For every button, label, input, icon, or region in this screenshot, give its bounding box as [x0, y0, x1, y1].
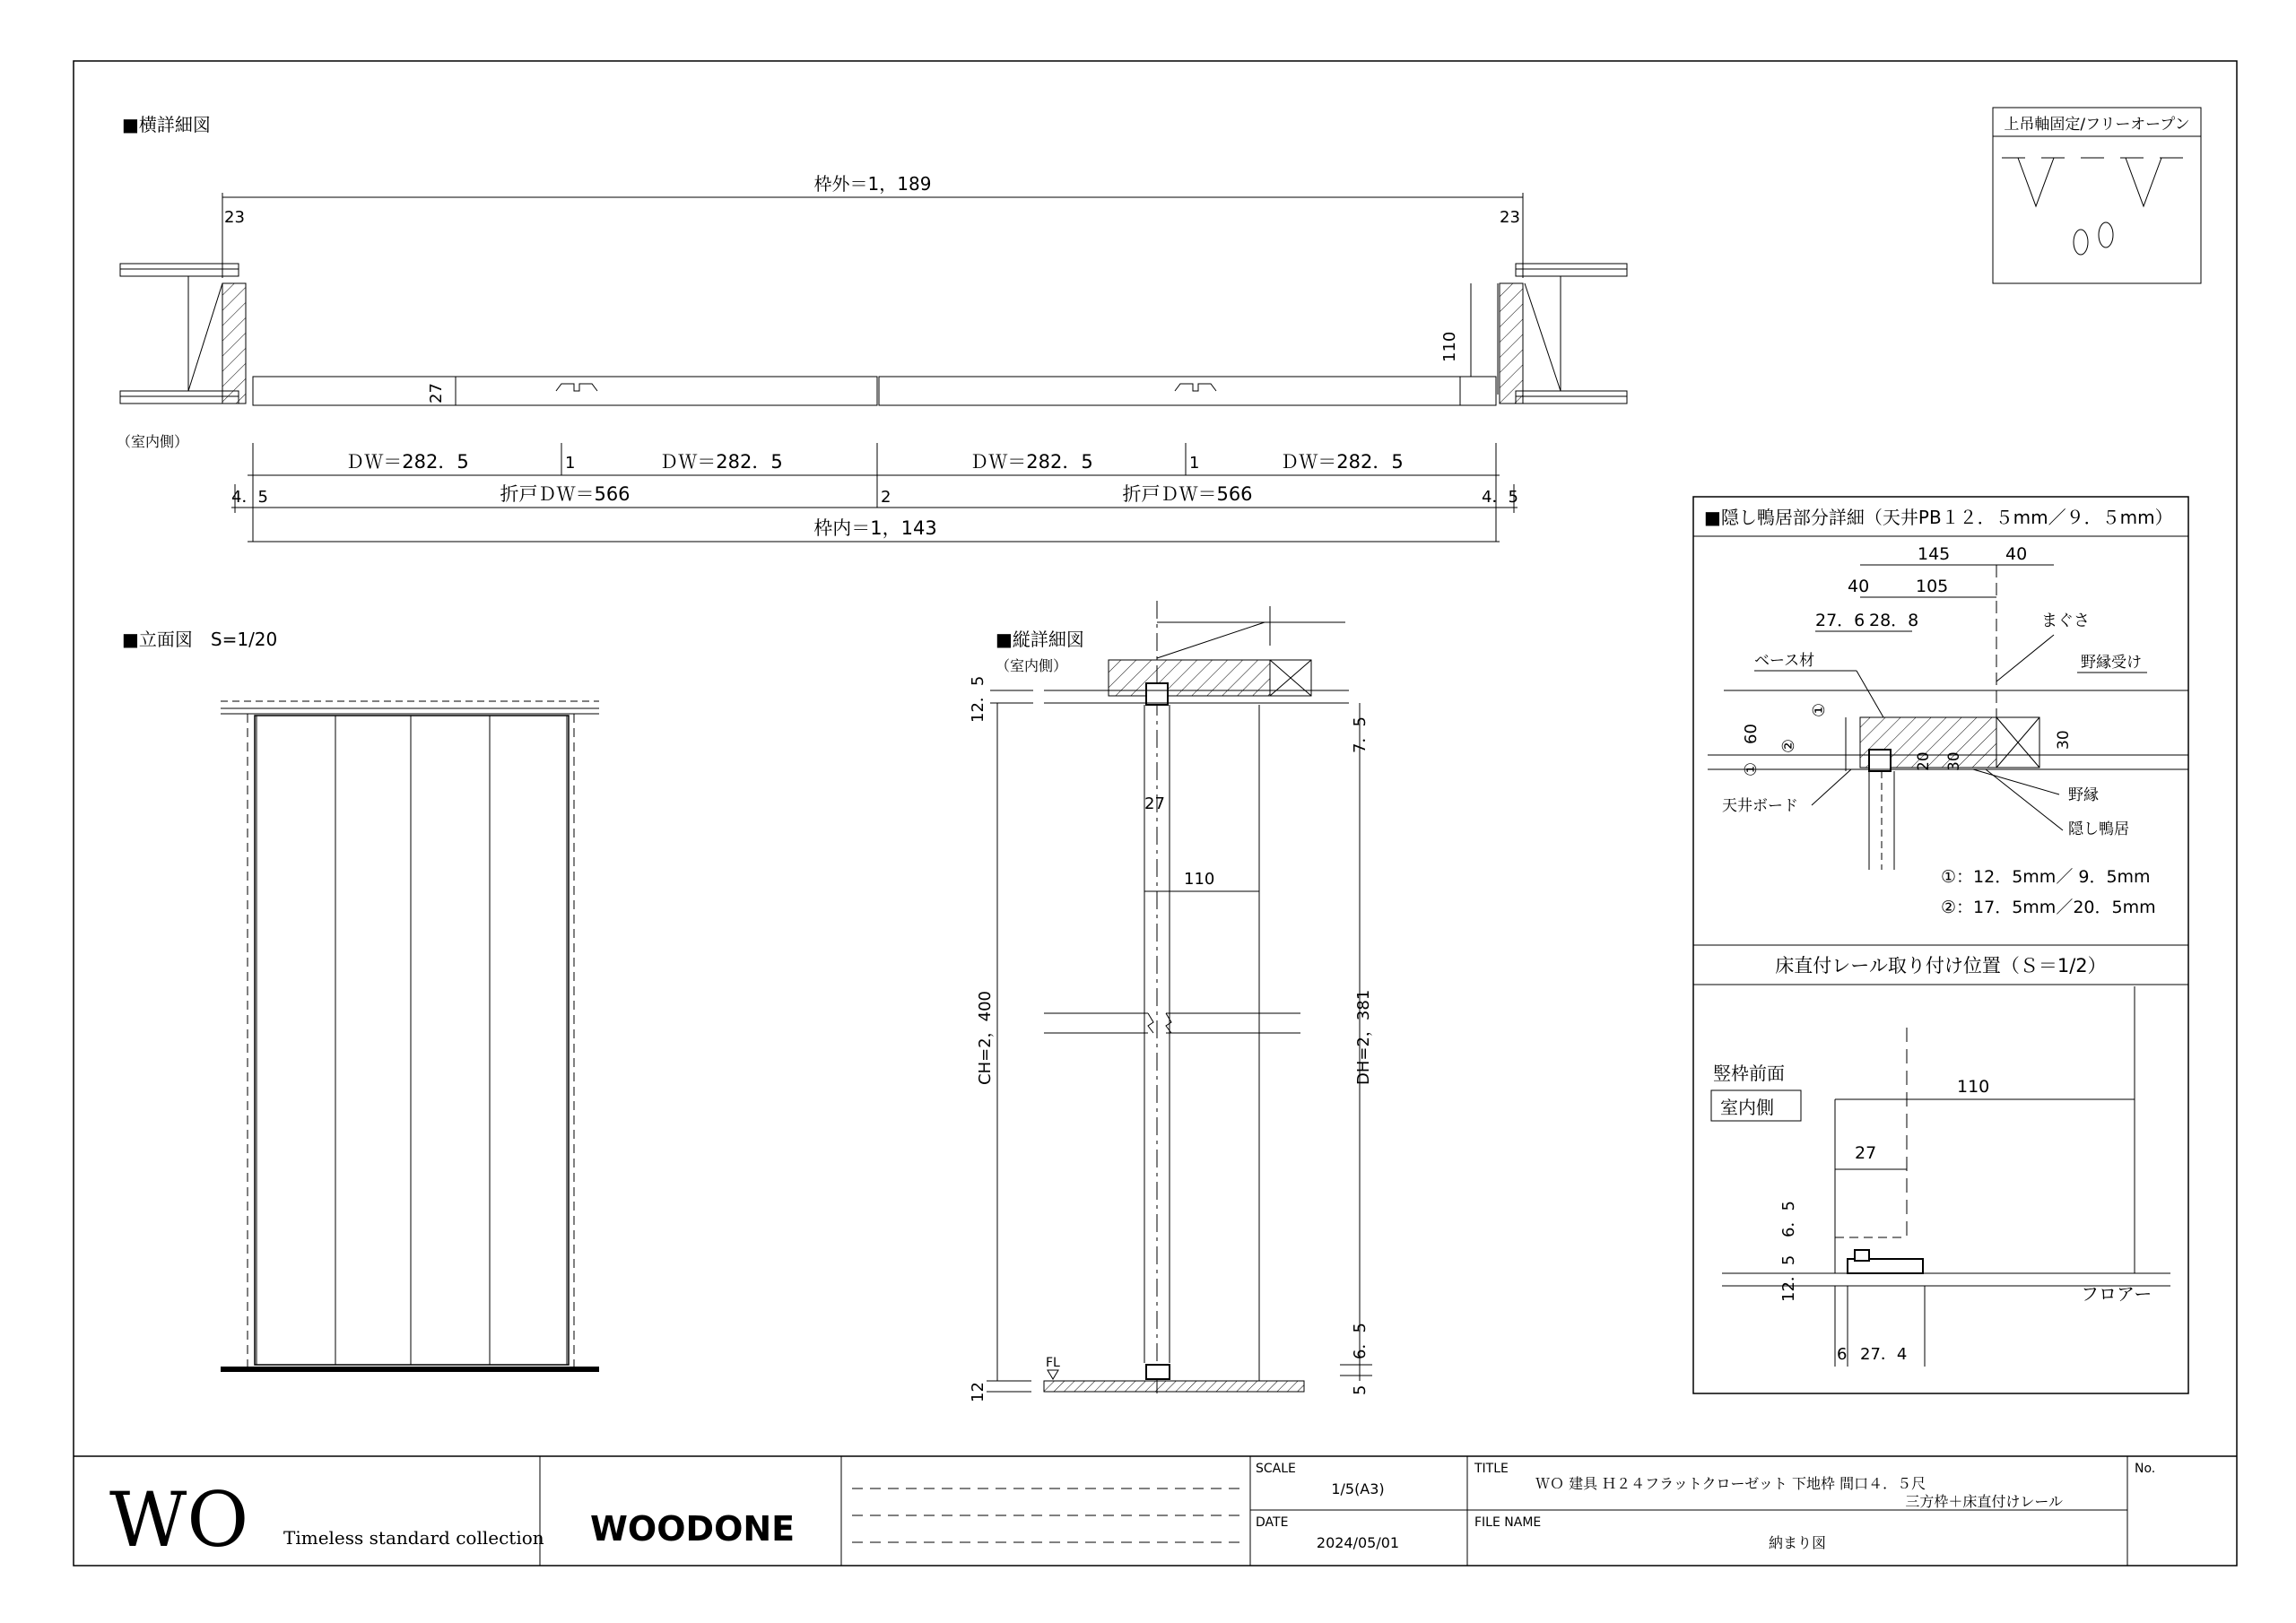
dim-ch: CH=2，400: [976, 991, 995, 1085]
kamoi-nobuchi: 野縁: [2068, 786, 2099, 804]
file-value: 納まり図: [1768, 1534, 1827, 1551]
dw-panel-2: ＤＷ＝282．5: [659, 451, 783, 473]
kamoi-noburi: 野縁受け: [2081, 654, 2142, 672]
dim-110: 110: [1440, 331, 1459, 362]
elevation-door: [255, 716, 569, 1365]
door-panel-right: [879, 377, 1496, 405]
title-block: [74, 1456, 2237, 1566]
gap-2: 2: [881, 488, 891, 507]
kamoi-d276: 27．6: [1815, 611, 1866, 630]
floor-hatch: [1044, 1381, 1304, 1392]
dim-frame-outer: 枠外＝1，189: [813, 173, 932, 195]
gap-1a: 1: [565, 454, 576, 473]
kamoi-d40b: 40: [2005, 544, 2028, 564]
kamoi-c2: ②: [1779, 738, 1798, 753]
collection-label: Timeless standard collection: [283, 1527, 544, 1549]
dw-panel-1: ＤＷ＝282．5: [345, 451, 469, 473]
kamoi-magusa: まぐさ: [2041, 612, 2090, 630]
dim-vertical-65: 6．5: [1351, 1323, 1370, 1359]
section-title-horizontal: ■横詳細図: [122, 114, 211, 135]
gap-1b: 1: [1189, 454, 1200, 473]
right-frame-hatch: [1500, 283, 1523, 404]
dim-dh: DH=2，381: [1354, 989, 1373, 1085]
dim-vertical-75: 7．5: [1351, 716, 1370, 753]
fold-dw-right: 折戸ＤＷ＝566: [1122, 483, 1253, 505]
title-label: TITLE: [1474, 1462, 1509, 1476]
kamoi-d20: 20: [1915, 751, 1933, 771]
kamoi-kakushi: 隠し鴨居: [2068, 820, 2129, 838]
brand-logo: WOODONE: [590, 1509, 796, 1549]
fl-label: FL: [1046, 1356, 1060, 1370]
dim-vertical-110: 110: [1184, 870, 1215, 889]
scale-value: 1/5(A3): [1331, 1480, 1385, 1497]
dim-vertical-12: 12: [969, 1382, 987, 1402]
dim-vertical-27: 27: [1144, 794, 1165, 813]
kamoi-d40a: 40: [1848, 577, 1870, 596]
date-label: DATE: [1256, 1515, 1289, 1530]
rail-interior: 室内側: [1720, 1097, 1774, 1118]
kamoi-d30b: 30: [1945, 751, 1963, 771]
left-frame-hatch: [222, 283, 246, 404]
title-line1: ＷＯ 建具 Ｈ２４フラットクローゼット 下地枠 間口４．５尺: [1535, 1475, 1926, 1492]
vertical-interior-label: （室内側）: [996, 657, 1068, 674]
kamoi-c1b: ①: [1742, 761, 1761, 777]
date-value: 2024/05/01: [1316, 1534, 1400, 1551]
fold-dw-left: 折戸ＤＷ＝566: [500, 483, 631, 505]
legend-title: 上吊軸固定/フリーオープン: [2004, 116, 2190, 134]
kamoi-d30a: 30: [2055, 730, 2073, 750]
rail-d125: 12．5: [1779, 1254, 1798, 1302]
vertical-detail: [969, 601, 1373, 1402]
horizontal-detail: [117, 114, 1627, 542]
rail-front: 竪枠前面: [1713, 1063, 1785, 1084]
kamoi-detail: [1693, 497, 2188, 1393]
kamoi-d145: 145: [1918, 544, 1951, 564]
kamoi-d288: 28．8: [1869, 611, 1919, 630]
footprint-icon: [2074, 230, 2088, 255]
scale-label: SCALE: [1256, 1462, 1296, 1476]
section-title-floor-rail: 床直付レール取り付け位置（Ｓ＝1/2）: [1775, 955, 2107, 976]
dim-left-23: 23: [224, 208, 245, 227]
rail-d110: 110: [1957, 1077, 1990, 1097]
rail-d6: 6: [1837, 1345, 1848, 1364]
kamoi-base: ベース材: [1754, 652, 1815, 670]
section-title-vertical: ■縦詳細図: [996, 629, 1084, 650]
section-title-kamoi: ■隠し鴨居部分詳細（天井PB１２．５mm／９．５mm）: [1704, 507, 2173, 528]
kamoi-tenjo: 天井ボード: [1722, 797, 1798, 815]
elevation: [122, 629, 599, 1372]
dim-left-45: 4．5: [231, 488, 268, 507]
wo-logo: WO: [109, 1476, 249, 1564]
rail-d65: 6．5: [1779, 1201, 1798, 1237]
sheet-border: [74, 61, 2237, 1566]
dw-panel-3: ＤＷ＝282．5: [970, 451, 1093, 473]
kamoi-note2: ②：17．5mm／20．5mm: [1941, 898, 2156, 917]
file-label: FILE NAME: [1474, 1515, 1542, 1530]
rail-d274: 27．4: [1860, 1345, 1908, 1364]
kamoi-note1: ①：12．5mm／ 9．5mm: [1941, 867, 2151, 887]
title-line2: 三方枠＋床直付けレール: [1905, 1493, 2063, 1510]
dim-right-45: 4．5: [1482, 488, 1518, 507]
no-label: No.: [2135, 1462, 2156, 1476]
kamoi-c1: ①: [1810, 702, 1829, 717]
dim-vertical-5: 5: [1351, 1384, 1370, 1395]
dim-right-23: 23: [1500, 208, 1520, 227]
section-title-elevation: ■立面図 S=1/20: [122, 629, 278, 650]
kamoi-d105: 105: [1916, 577, 1949, 596]
elevation-floor: [221, 1367, 599, 1372]
dw-panel-4: ＤＷ＝282．5: [1280, 451, 1404, 473]
legend-box: [1993, 108, 2201, 283]
dim-27: 27: [427, 383, 446, 404]
dim-frame-inner: 枠内＝1，143: [813, 517, 937, 539]
dim-vertical-125: 12．5: [969, 675, 987, 723]
door-panel-left: [253, 377, 877, 405]
rail-d27: 27: [1855, 1143, 1877, 1163]
kamoi-d60: 60: [1742, 724, 1761, 744]
interior-side-label: （室内側）: [117, 433, 189, 450]
rail-floor: フロアー: [2081, 1283, 2152, 1305]
